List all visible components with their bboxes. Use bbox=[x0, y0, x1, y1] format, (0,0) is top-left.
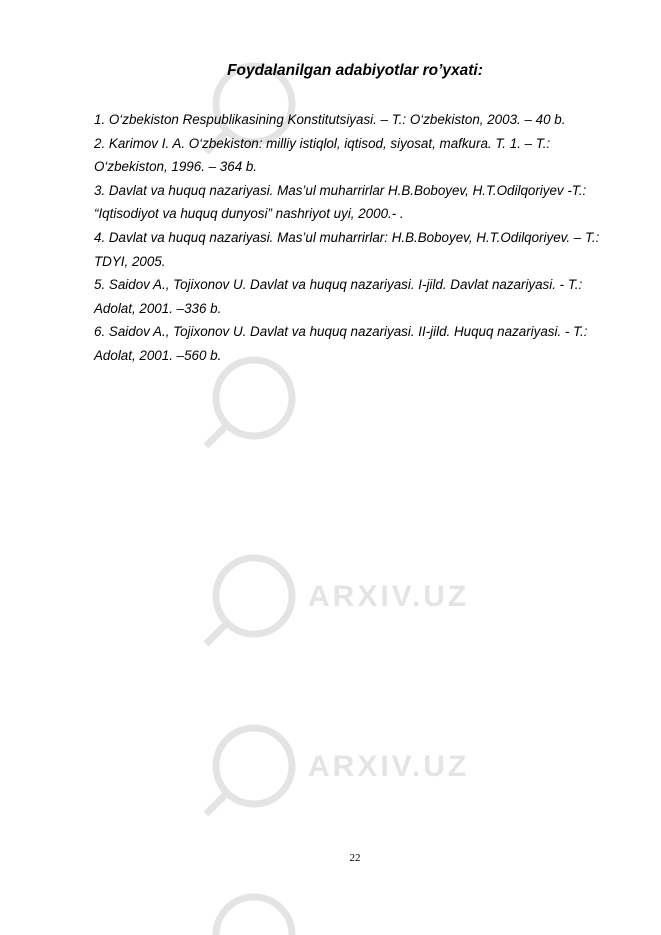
magnifier-icon bbox=[206, 360, 292, 446]
watermark-mark-5 bbox=[216, 897, 292, 935]
watermark-text: ARXIV.UZ bbox=[308, 580, 470, 613]
magnifier-icon bbox=[216, 897, 292, 935]
reference-item: 1. O‘zbekiston Respublikasining Konstitutsiyasi. – T.: O‘zbekiston, 2003. – 40 b. bbox=[94, 112, 566, 127]
reference-item: 3. Davlat va huquq nazariyasi. Mas’ul muharrirlar H.B.Boboyev, H.T.Odilqoriyev -T.: “Iqtisodiyot va huquq dunyosi” nashriyot uyi, 2000.- . bbox=[94, 182, 587, 222]
watermark-mark-3 bbox=[206, 558, 469, 644]
reference-item: 4. Davlat va huquq nazariyasi. Mas’ul muharrirlar: H.B.Boboyev, H.T.Odilqoriyev. – T.: TDYI, 2005. bbox=[94, 229, 600, 269]
watermark-mark-2 bbox=[206, 360, 292, 446]
page-number: 22 bbox=[349, 852, 361, 864]
reference-item: 2. Karimov I. A. O‘zbekiston: milliy istiqlol, iqtisod, siyosat, mafkura. T. 1. – T.: O‘zbekiston, 1996. – 364 b. bbox=[94, 135, 551, 175]
watermark-mark-4 bbox=[206, 728, 469, 814]
magnifier-icon bbox=[206, 558, 292, 644]
page-title: Foydalanilgan adabiyotlar ro’yxati: bbox=[227, 62, 483, 79]
watermark-text: ARXIV.UZ bbox=[308, 750, 470, 783]
reference-list bbox=[94, 108, 624, 368]
magnifier-icon bbox=[206, 728, 292, 814]
reference-item: 6. Saidov A., Tojixonov U. Davlat va huquq nazariyasi. II-jild. Huquq nazariyasi. - T.: Adolat, 2001. –560 b. bbox=[94, 324, 588, 363]
reference-item: 5. Saidov A., Tojixonov U. Davlat va huquq nazariyasi. I-jild. Davlat nazariyasi. - T.: Adolat, 2001. –336 b. bbox=[94, 277, 583, 316]
